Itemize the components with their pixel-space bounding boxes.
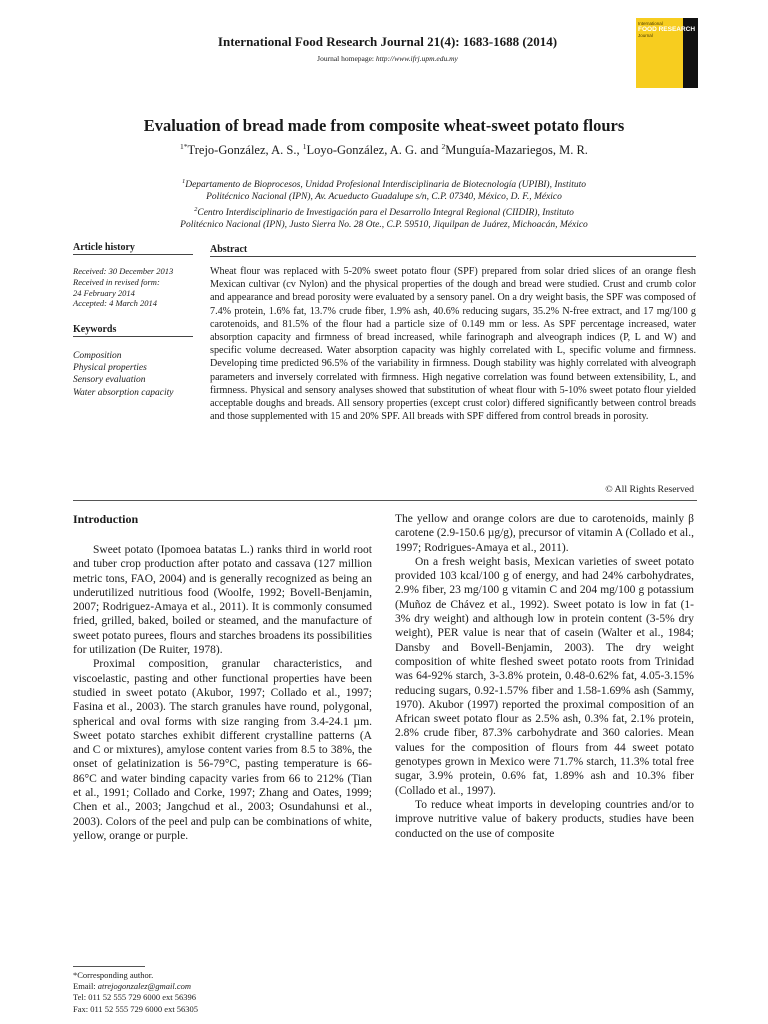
homepage-label: Journal homepage: xyxy=(317,54,376,63)
body-paragraph: The yellow and orange colors are due to carotenoids, mainly β carotene (2.9-150.6 µg/g), precursor of vitamin A (Collado et al., 1997; Rodrigues-Amaya et al., 2011). xyxy=(395,513,694,554)
abstract-heading: Abstract xyxy=(210,244,696,257)
page-header xyxy=(0,0,768,110)
history-line: Accepted: 4 March 2014 xyxy=(73,298,157,309)
homepage-link[interactable]: http://www.ifrj.upm.edu.my xyxy=(375,54,458,63)
footnote-divider xyxy=(73,966,145,967)
author-separator: and xyxy=(417,143,442,158)
history-line: Received: 30 December 2013 xyxy=(73,266,174,276)
body-paragraph: On a fresh weight basis, Mexican varieties of sweet potato provided 103 kcal/100 g of energy, and had 24% carbohydrates, 2.9% fiber, 23 mg/100 g vitamin C and 204 mg/100 g potassium (Muñoz de Chávez et al., 1992). Sweet potato is low in fat (1-3% dry weight) and although low in protein content (3-5% dry weight), PER value is near that of casein (Walter et al., 1984; Dansby and Bovell-Benjamin, 2003). The dry weight composition of white fleshed sweet potato roots from Trinidad was 64-92% starch, 3-3.8% protein, 0.48-0.62% fat, 4.05-3.15% reducing sugars, 0.92-1.57% fiber and 1.58-1.69% ash (Sammy, 1970). Akubor (1997) reported the proximal composition of an African sweet potato flour as 2.5% ash, 0.3% fat, 2.1% protein, 2.8% crude fiber, 87.3% carbohydrate and 360 calories. Mean values for the composition of flours from 44 sweet potato genotypes grown in Mexico were 71.7% starch, 11.3% total free sugar, 3.9% protein, 0.6% fat, 1.89% ash and 10.3% fiber (Collado et al., 1997). xyxy=(395,555,694,797)
history-line: Received in revised form: xyxy=(73,276,160,287)
affiliation-2-line-2: Politécnico Nacional (IPN), Justo Sierra No. 28 Ote., C.P. 59510, Jiquilpan de Juárez, Michoacán, México xyxy=(180,220,588,231)
logo-line-2: FOOD RESEARCH xyxy=(638,26,696,33)
affiliation-1 xyxy=(74,176,694,204)
introduction-heading: Introduction xyxy=(73,512,139,526)
author-1-marker: 1* xyxy=(180,142,188,151)
logo-text xyxy=(638,21,696,38)
author-3-name: Munguía-Mazariegos, M. R. xyxy=(445,143,588,158)
journal-title: International Food Research Journal 21(4): 1683-1688 (2014) xyxy=(217,34,558,49)
affiliation-2 xyxy=(74,204,694,232)
body-paragraph: Proximal composition, granular characteristics, and viscoelastic, pasting and other functional properties have been studied in sweet potato (Akubor, 1997; Collado et al., 1997; Fasina et al., 2003). The starch granules have round, polygonal, spherical and oval forms with size ranging from 3.4-24.1 µm. Sweet potato starches exhibit different crystalline patterns (A and C or mixtures), amylose content varies from 8.5 to 38%, the onset of gelatinization is 56-79°C, pasting temperature is 66-86°C and water binding capacity varies from 66 to 212% (Tian et al., 1991; Collado and Corke, 1997; Zhang and Oates, 1999; Chen et al., 2003; Jangchud et al., 2003; Osundahunsi et al., 2003). Colors of the peel and pulp can be combinations of white, yellow, orange or purple. xyxy=(73,658,372,842)
abstract-text: Wheat flour was replaced with 5-20% sweet potato flour (SPF) prepared from solar dried slices of an orange flesh Mexican cultivar (cv Nylon) and the physical properties of the dough and bread were studied. Crust and crumb color and appearance and bread porosity were evaluated by a sensory panel. On a dry weight basis, the SPF was composed of 7.4% protein, 1.6% fat, 13.7% crude fiber, 1.9% ash, 40.6% reducing sugars, 35.2% N-free extract, and 17 mg/100 g carotenoids, and 81.5% of the flour had a particle size of 0.149 mm or less. As SPF percentage increased, water absorption capacity and firmness of bread increased, while farinograph and alveograph indices (P, L and W) and specific volume decreased. Water absorption capacity was highly correlated with L, specific volume and firmness. Developing time predicted 96.5% of the variability in firmness. Dough stability was highly correlated with alveograph parameters and inversely correlated with firmness. High negative correlation was found between extensibility, L, and firmness. Physical and sensory analyses showed that substitution of wheat flour with 5-10% sweet potato flour yielded acceptable doughs and breads. All sensory properties (except crust color) differed significantly between control breads and those supplemented with 15 and 20% SPF. All breads with SPF differed from control breads in porosity. xyxy=(210,266,696,423)
logo-line-3: Journal xyxy=(638,33,653,38)
footnote-email-line xyxy=(73,981,373,992)
keyword-item: Physical properties xyxy=(73,363,147,374)
affiliation-2-marker: 2 xyxy=(194,205,198,213)
keywords-heading: Keywords xyxy=(73,324,193,337)
paper-title: Evaluation of bread made from composite wheat-sweet potato flours xyxy=(143,116,625,135)
author-list xyxy=(60,142,708,158)
journal-logo xyxy=(636,18,698,88)
body-paragraph: Sweet potato (Ipomoea batatas L.) ranks third in world root and tuber crop production after potato and cassava (127 million metric tons, FAO, 2004) and is generally recognized as being an underutilized nutritious food (Woolfe, 1992; Bovell-Benjamin, 2007; Rodriguez-Amaya et al., 2011). It is commonly consumed fried, grilled, baked, boiled or steamed, and the manufacture of sweet potato purees, flours and starches broadens its possibilities for utilization (De Ruiter, 1978). xyxy=(73,544,372,657)
body-paragraph: To reduce wheat imports in developing countries and/or to improve nutritive value of bakery products, studies have been conducted on the use of composite xyxy=(395,798,694,840)
author-3-marker: 2 xyxy=(441,142,446,151)
copyright-notice: © All Rights Reserved xyxy=(605,484,694,495)
body-column-left xyxy=(73,543,372,843)
footnote-tel: Tel: 011 52 555 729 6000 ext 56396 xyxy=(73,992,197,1003)
keywords-list xyxy=(73,350,208,399)
history-line: 24 February 2014 xyxy=(73,287,135,298)
corresponding-author-footnote xyxy=(73,970,373,1015)
footnote-email[interactable]: atrejogonzalez@gmail.com xyxy=(97,981,192,992)
author-separator: , xyxy=(296,143,303,158)
affiliation-1-line-2: Politécnico Nacional (IPN), Av. Acueducto Guadalupe s/n, C.P. 07340, México, D. F., México xyxy=(206,192,562,203)
affiliation-1-marker: 1 xyxy=(181,178,186,185)
article-history-heading: Article history xyxy=(73,242,193,255)
affiliation-2-line-1: Centro Interdisciplinario de Investigación para el Desarrollo Integral Regional (CIIDIR), Instituto xyxy=(197,207,574,218)
journal-homepage xyxy=(200,54,575,63)
affiliation-1-line-1: Departamento de Bioprocesos, Unidad Profesional Interdisciplinaria de Biotecnología (UPIBI), Instituto xyxy=(185,180,587,191)
section-divider xyxy=(73,500,697,501)
article-history xyxy=(73,266,208,309)
keyword-item: Composition xyxy=(73,351,122,361)
author-1-name: Trejo-González, A. S. xyxy=(187,143,297,158)
affiliations xyxy=(74,176,694,232)
keyword-item: Water absorption capacity xyxy=(73,387,174,398)
footnote-fax: Fax: 011 52 555 729 6000 ext 56305 xyxy=(73,1003,199,1014)
logo-line-1: International xyxy=(638,21,663,26)
footnote-corresponding: *Corresponding author. xyxy=(73,970,154,980)
author-2-name: Loyo-González, A. G. xyxy=(306,143,418,158)
body-column-right xyxy=(395,512,694,841)
footnote-email-label: Email: xyxy=(73,981,98,992)
keyword-item: Sensory evaluation xyxy=(73,375,146,386)
author-2-marker: 1 xyxy=(302,142,307,151)
